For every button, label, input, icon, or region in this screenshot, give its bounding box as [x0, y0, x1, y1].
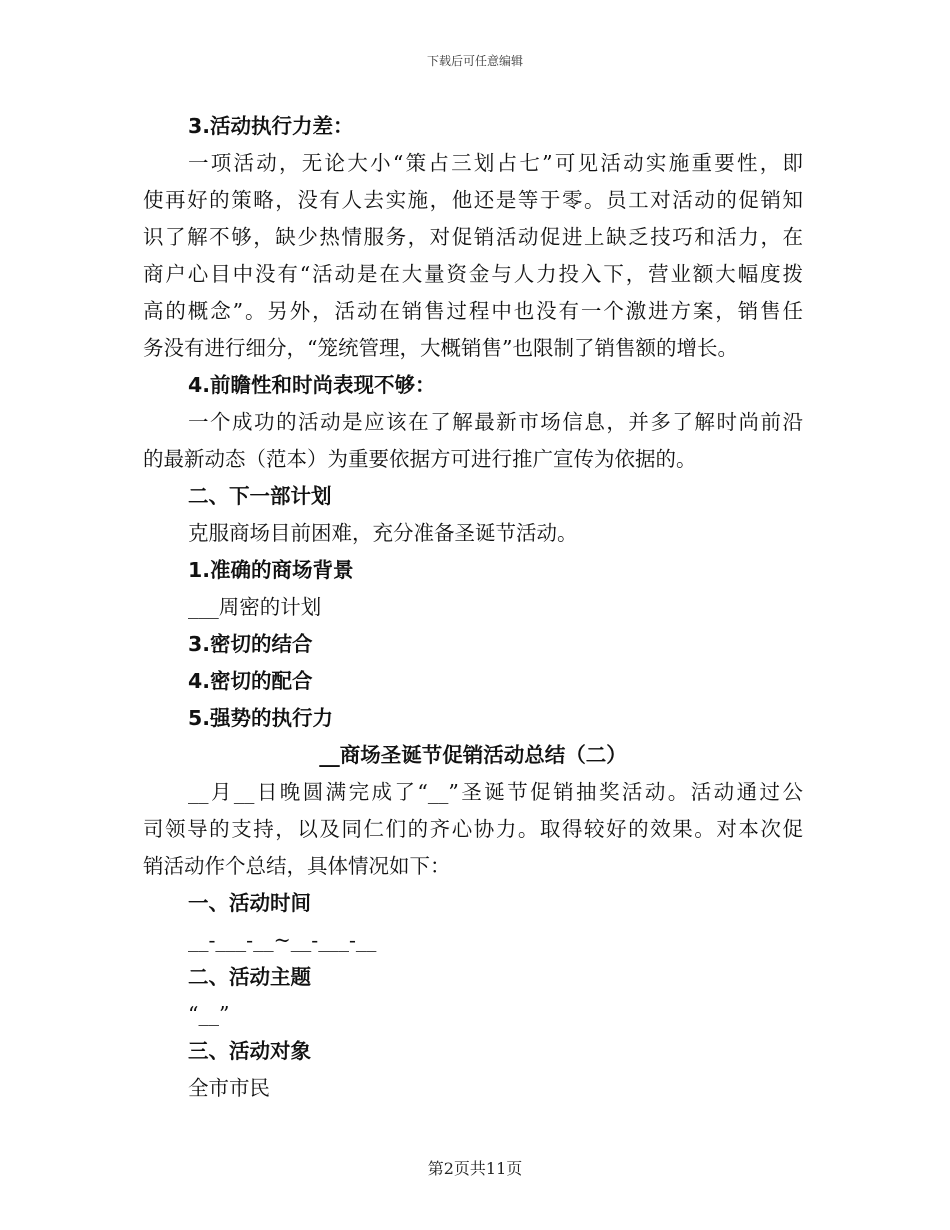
paragraph-line: 销活动作个总结，具体情况如下： — [143, 854, 451, 878]
section-heading: 一、活动时间 — [188, 891, 311, 915]
list-item: ___周密的计划 — [188, 595, 322, 619]
paragraph-line: __-___-__~__-___-__ — [188, 928, 377, 952]
list-item: 1.准确的商场背景 — [188, 558, 354, 582]
paragraph-line: 一个成功的活动是应该在了解最新市场信息，并多了解时尚前沿 — [188, 410, 803, 434]
list-item: 4.密切的配合 — [188, 669, 313, 693]
paragraph-line: 的最新动态（范本）为重要依据方可进行推广宣传为依据的。 — [143, 447, 697, 471]
paragraph-line: 司领导的支持，以及同仁们的齐心协力。取得较好的效果。对本次促 — [143, 817, 803, 841]
paragraph-line: 务没有进行细分，“笼统管理，大概销售”也限制了销售额的增长。 — [143, 336, 738, 360]
section-heading: 3.活动执行力差： — [188, 114, 354, 138]
section-heading: 二、活动主题 — [188, 965, 311, 989]
paragraph-line: 一项活动，无论大小“策占三划占七”可见活动实施重要性，即 — [188, 151, 803, 175]
page-footer: 第2页共11页 — [427, 1159, 523, 1178]
paragraph-line: 商户心目中没有“活动是在大量资金与人力投入下，营业额大幅度拨 — [143, 262, 803, 286]
section-heading: 二、下一部计划 — [188, 484, 332, 508]
paragraph-line: 全市市民 — [188, 1076, 270, 1100]
page-header: 下载后可任意编辑 — [426, 54, 523, 68]
document-title: __商场圣诞节促销活动总结（二） — [319, 743, 627, 767]
section-heading: 三、活动对象 — [188, 1039, 311, 1063]
list-item: 3.密切的结合 — [188, 632, 313, 656]
section-heading: 4.前瞻性和时尚表现不够： — [188, 373, 436, 397]
paragraph-line: 识了解不够，缺少热情服务，对促销活动促进上缺乏技巧和活力，在 — [143, 225, 803, 249]
list-item: 5.强势的执行力 — [188, 706, 334, 730]
paragraph-line: 使再好的策略，没有人去实施，他还是等于零。员工对活动的促销知 — [143, 188, 803, 212]
paragraph-line: 高的概念”。另外，活动在销售过程中也没有一个激进方案，销售任 — [143, 299, 803, 323]
document-body — [143, 108, 803, 1107]
paragraph-line: “__” — [188, 1002, 230, 1026]
paragraph-line: __月__日晚圆满完成了“__”圣诞节促销抽奖活动。活动通过公 — [188, 780, 803, 804]
paragraph-line: 克服商场目前困难，充分准备圣诞节活动。 — [188, 521, 578, 545]
